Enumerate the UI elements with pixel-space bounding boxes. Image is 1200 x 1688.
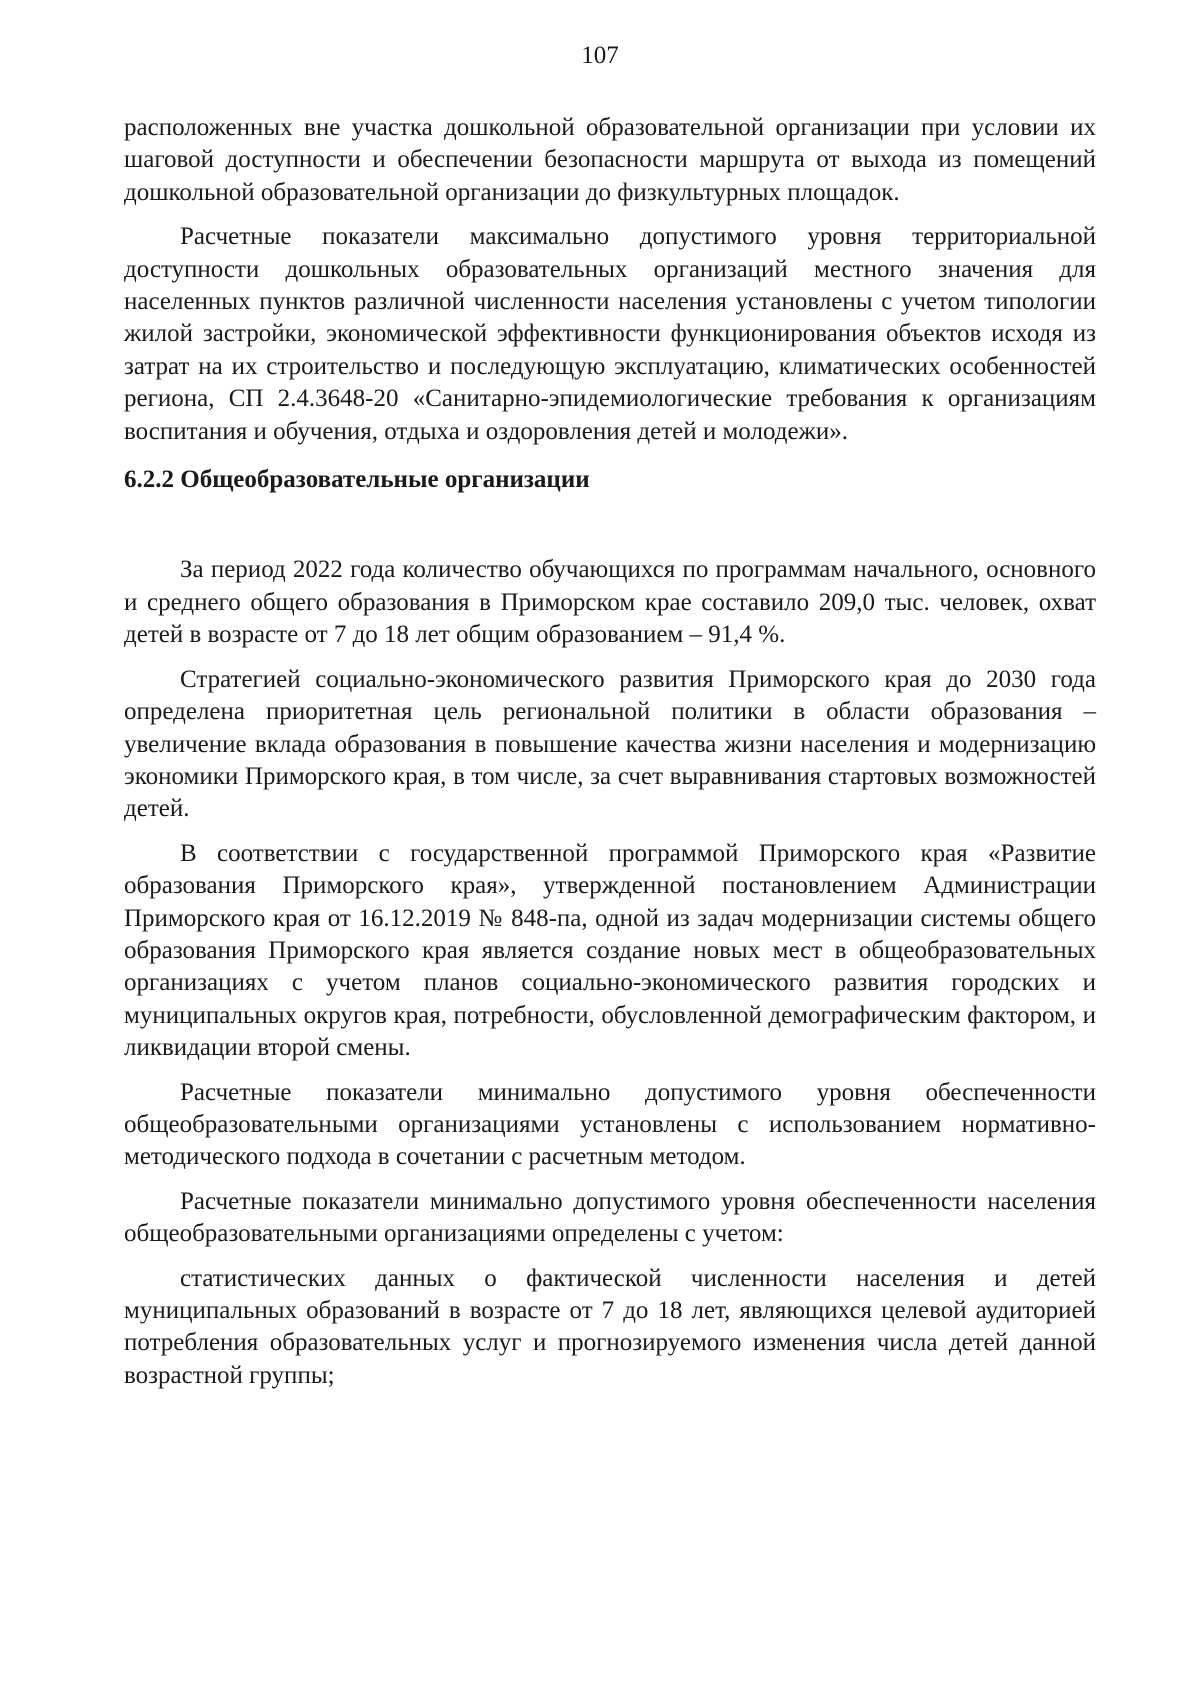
paragraph: Расчетные показатели минимально допустимого уровня обеспеченности общеобразовательными организациями установлены с использованием нормативно-методического подхода в сочетании с расчетным методом. bbox=[124, 1078, 1096, 1171]
paragraph: Стратегией социально-экономического развития Приморского края до 2030 года определена приоритетная цель региональной политики в области образования – увеличение вклада образования в повышение качества жизни населения и модернизацию экономики Приморского края, в том числе, за счет выравнивания стартовых возможностей детей. bbox=[124, 665, 1096, 823]
paragraph: За период 2022 года количество обучающихся по программам начального, основного и среднего общего образования в Приморском крае составило 209,0 тыс. человек, охват детей в возрасте от 7 до 18 лет общим образованием – 91,4 %. bbox=[124, 556, 1096, 649]
paragraph: Расчетные показатели минимально допустимого уровня обеспеченности населения общеобразовательными организациями определены с учетом: bbox=[124, 1187, 1096, 1248]
paragraph: Расчетные показатели максимально допустимого уровня территориальной доступности дошкольных образовательных организаций местного значения для населенных пунктов различной численности населения установлены с учетом типологии жилой застройки, экономической эффективности функционирования объектов исходя из затрат на их строительство и последующую эксплуатацию, климатических особенностей региона, СП 2.4.3648-20 «Санитарно-эпидемиологические требования к организациям воспитания и обучения, отдыха и оздоровления детей и молодежи». bbox=[124, 223, 1096, 445]
page-number: 107 bbox=[581, 42, 619, 69]
page-body bbox=[124, 112, 1096, 1392]
paragraph-continuation: расположенных вне участка дошкольной образовательной организации при условии их шаговой доступности и обеспечении безопасности маршрута от выхода из помещений дошкольной образовательной организации до физкультурных площадок. bbox=[124, 114, 1096, 206]
paragraph: В соответствии с государственной программой Приморского края «Развитие образования Приморского края», утвержденной постановлением Администрации Приморского края от 16.12.2019 № 848-па, одной из задач модернизации системы общего образования Приморского края является создание новых мест в общеобразовательных организациях с учетом планов социально-экономического развития городских и муниципальных округов края, потребности, обусловленной демографическим фактором, и ликвидации второй смены. bbox=[124, 839, 1096, 1062]
list-item: статистических данных о фактической численности населения и детей муниципальных образований в возрасте от 7 до 18 лет, являющихся целевой аудиторией потребления образовательных услуг и прогнозируемого изменения числа детей данной возрастной группы; bbox=[124, 1264, 1096, 1389]
section-heading: 6.2.2 Общеобразовательные организации bbox=[124, 466, 590, 494]
